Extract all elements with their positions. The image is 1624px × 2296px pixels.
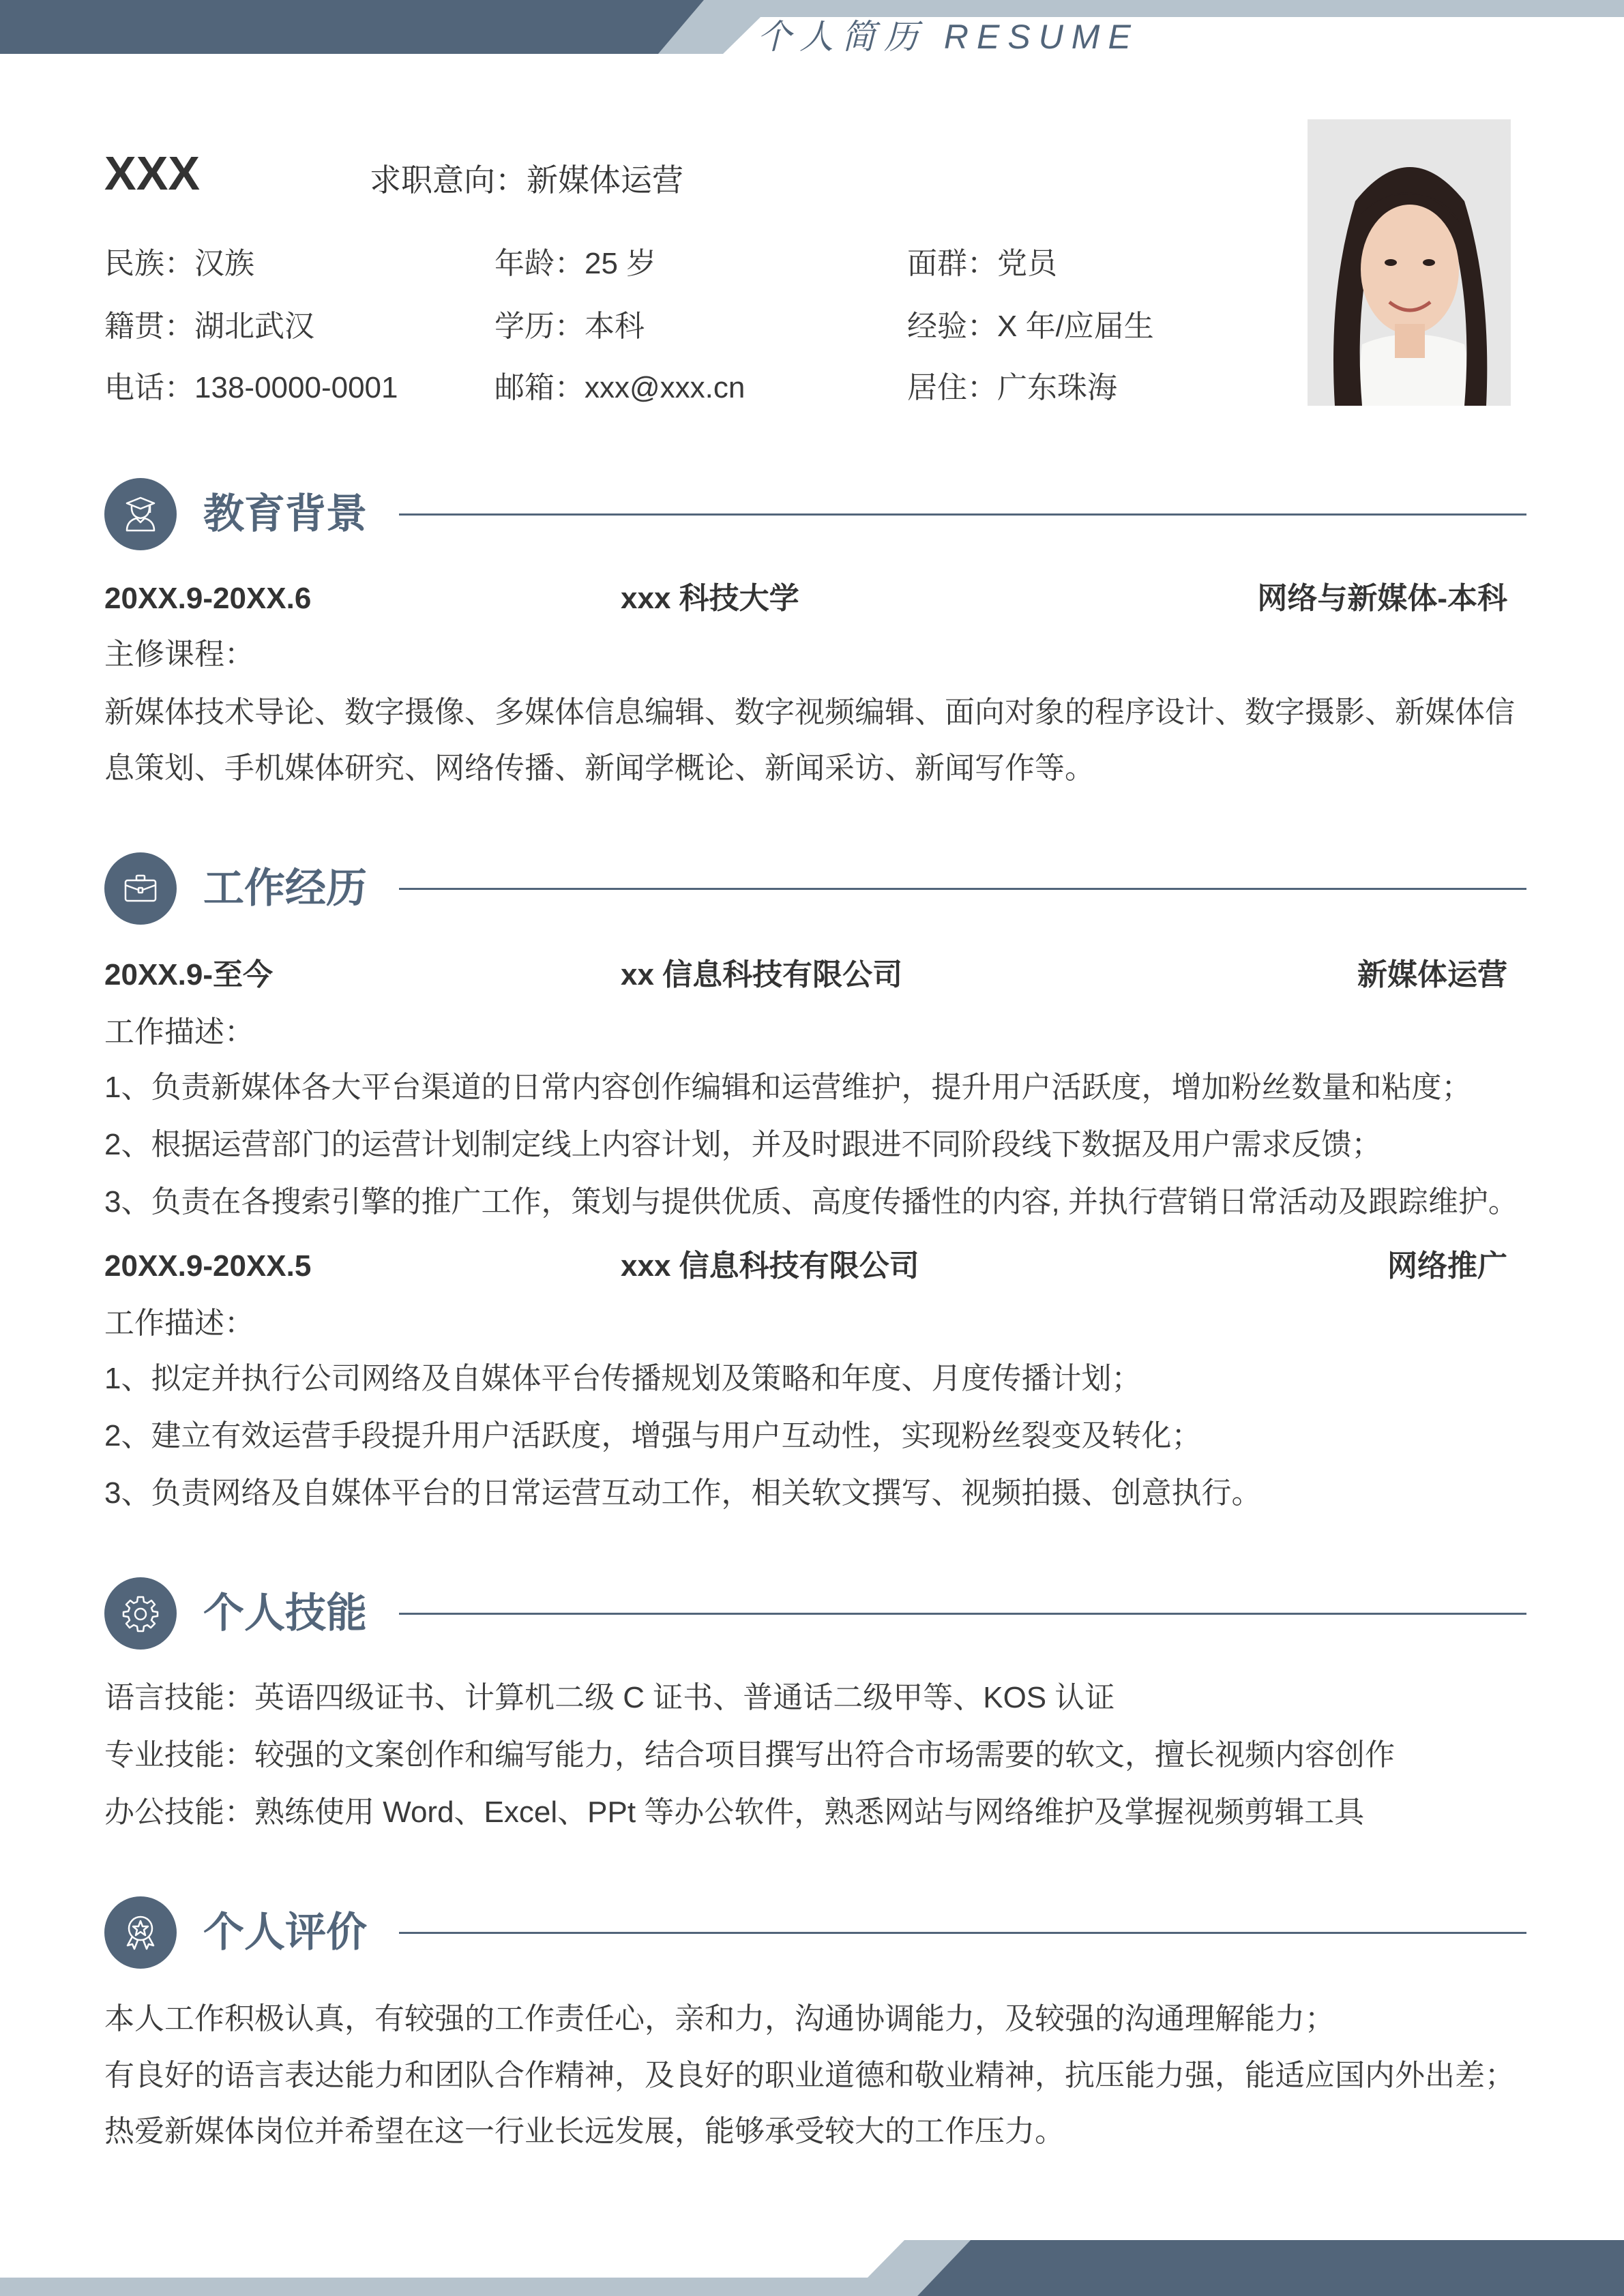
footer-band-light xyxy=(0,2240,971,2296)
profile-photo xyxy=(1308,119,1511,406)
courses-line: 新媒体技术导论、数字摄像、多媒体信息编辑、数字视频编辑、面向对象的程序设计、数字摄影、新媒体信 xyxy=(104,696,1515,729)
job-desc-item: 3、负责网络及自媒体平台的日常运营互动工作，相关软文撰写、视频拍摄、创意执行。 xyxy=(104,1476,1262,1510)
gear-icon xyxy=(120,1593,161,1634)
job-objective: 求职意向：新媒体运营 xyxy=(370,162,683,198)
courses-line: 息策划、手机媒体研究、网络传播、新闻学概论、新闻采访、新闻写作等。 xyxy=(104,751,1095,785)
info-email: 邮箱：xxx@xxx.cn xyxy=(494,371,745,404)
job-company: xx 信息科技有限公司 xyxy=(621,958,903,992)
info-political: 面群：党员 xyxy=(907,247,1057,280)
education-divider xyxy=(399,513,1526,516)
job-desc-label: 工作描述： xyxy=(104,1015,254,1049)
job-desc-item: 2、建立有效运营手段提升用户活跃度，增强与用户互动性，实现粉丝裂变及转化； xyxy=(104,1419,1202,1452)
job-date: 20XX.9-20XX.5 xyxy=(104,1249,312,1283)
work-icon-badge xyxy=(104,852,177,925)
job-role: 网络推广 xyxy=(1387,1249,1507,1283)
job-date: 20XX.9-至今 xyxy=(104,958,273,992)
info-hometown: 籍贯：湖北武汉 xyxy=(104,310,314,343)
skills-title: 个人技能 xyxy=(203,1590,367,1636)
job-desc-item: 1、负责新媒体各大平台渠道的日常内容创作编辑和运营维护，提升用户活跃度，增加粉丝数量和粘度； xyxy=(104,1071,1472,1104)
award-icon xyxy=(120,1912,161,1953)
briefcase-icon xyxy=(120,868,161,909)
courses-label: 主修课程： xyxy=(104,638,254,671)
graduate-icon xyxy=(120,494,161,535)
job-desc-item: 3、负责在各搜索引擎的推广工作，策划与提供优质、高度传播性的内容, 并执行营销日常活动及跟踪维护。 xyxy=(104,1185,1518,1219)
info-residence: 居住：广东珠海 xyxy=(907,371,1117,404)
job-role: 新媒体运营 xyxy=(1357,958,1507,992)
job-desc-label: 工作描述： xyxy=(104,1307,254,1340)
evaluation-icon-badge xyxy=(104,1896,177,1969)
education-title: 教育背景 xyxy=(203,491,367,537)
evaluation-item: 热爱新媒体岗位并希望在这一行业长远发展，能够承受较大的工作压力。 xyxy=(104,2115,1065,2148)
education-icon-badge xyxy=(104,478,177,550)
work-title: 工作经历 xyxy=(203,865,367,911)
skills-icon-badge xyxy=(104,1577,177,1650)
skill-item: 语言技能：英语四级证书、计算机二级 C 证书、普通话二级甲等、KOS 认证 xyxy=(104,1681,1115,1714)
info-experience: 经验：X 年/应届生 xyxy=(907,310,1154,343)
footer-band xyxy=(0,2240,1624,2296)
info-education: 学历：本科 xyxy=(494,310,645,343)
skills-divider xyxy=(399,1613,1526,1615)
job-desc-item: 1、拟定并执行公司网络及自媒体平台传播规划及策略和年度、月度传播计划； xyxy=(104,1362,1142,1395)
work-divider xyxy=(399,888,1526,890)
candidate-name: XXX xyxy=(104,147,201,200)
education-major: 网络与新媒体-本科 xyxy=(1257,582,1507,615)
evaluation-item: 本人工作积极认真，有较强的工作责任心，亲和力，沟通协调能力，及较强的沟通理解能力； xyxy=(104,2002,1335,2036)
job-company: xxx 信息科技有限公司 xyxy=(621,1249,919,1283)
education-school: xxx 科技大学 xyxy=(621,582,799,615)
info-age: 年龄：25 岁 xyxy=(494,247,657,280)
header-band-dark xyxy=(0,0,704,54)
job-desc-item: 2、根据运营部门的运营计划制定线上内容计划，并及时跟进不同阶段线下数据及用户需求反馈； xyxy=(104,1128,1382,1161)
skill-item: 专业技能：较强的文案创作和编写能力，结合项目撰写出符合市场需要的软文，擅长视频内容创作 xyxy=(104,1738,1395,1772)
skill-item: 办公技能：熟练使用 Word、Excel、PPt 等办公软件，熟悉网站与网络维护及掌握视频剪辑工具 xyxy=(104,1795,1365,1829)
education-date: 20XX.9-20XX.6 xyxy=(104,582,312,615)
resume-title: 个人简历 RESUME xyxy=(757,18,1139,56)
evaluation-divider xyxy=(399,1932,1526,1934)
info-phone: 电话：138-0000-0001 xyxy=(104,371,398,404)
info-ethnicity: 民族：汉族 xyxy=(104,247,254,280)
footer-band-dark xyxy=(917,2240,1624,2296)
evaluation-item: 有良好的语言表达能力和团队合作精神，及良好的职业道德和敬业精神，抗压能力强，能适应国内外出差； xyxy=(104,2059,1515,2092)
evaluation-title: 个人评价 xyxy=(203,1909,367,1955)
